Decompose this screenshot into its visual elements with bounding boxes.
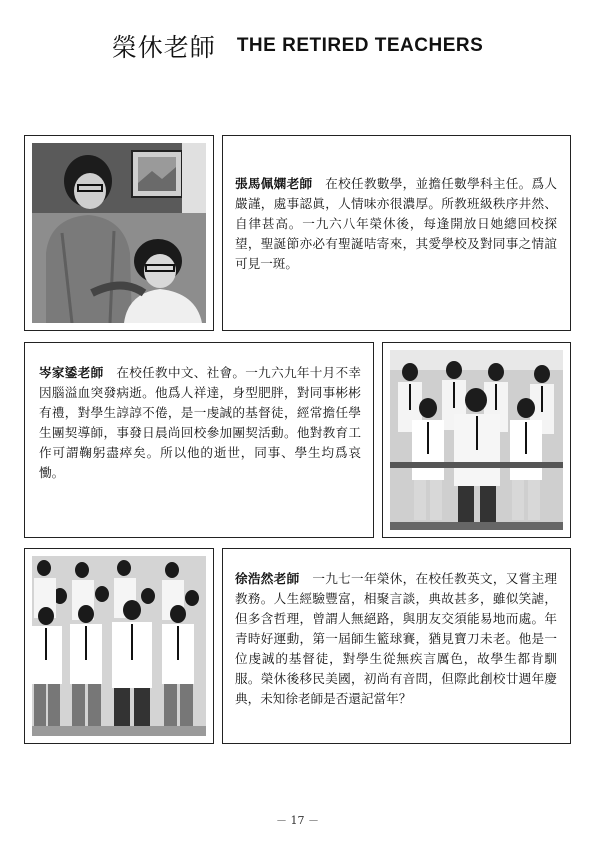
photo-frame-2 [382,342,571,538]
text-frame-2 [24,342,374,538]
teacher-name-1: 張馬佩嫻老師 [235,176,313,191]
text-frame-1 [222,135,571,331]
teacher-photo-1 [32,143,206,323]
teacher-name-2: 岑家鋈老師 [39,365,104,380]
page-title [0,28,595,64]
teacher-bio-text-3: 一九七一年榮休，在校任教英文，又嘗主理教務。人生經驗豐富，相聚言談，典故甚多，雖似笑謔，但多含哲理，曾謂人無絕路，與朋友交須能易地而處。年青時好運動，第一屆師生籃球賽，猶見寶刀未老。他是一位虔誠的基督徒，對學生從無疾言厲色，故學生都肯馴服。榮休後移民美國，初尚有音問，但際此創校廿週年慶典，未知徐老師是否還記當年？ [235,571,558,706]
photo-frame-1 [24,135,214,331]
group-photo-2 [32,556,206,736]
photo-frame-3 [24,548,214,744]
text-frame-3 [222,548,571,744]
teacher-bio-text-1: 在校任教數學，並擔任數學科主任。爲人嚴謹，處事認眞，人情味亦很濃厚。所教班級秩序井然、自律甚高。一九六八年榮休後，每逢開放日她總回校探望，聖誕節亦必有聖誕咭寄來，其愛學校及對同事之情誼可見一斑。 [235,176,558,271]
teacher-bio-2 [39,363,361,483]
teacher-bio-3 [235,569,557,709]
title-english: THE RETIRED TEACHERS [236,35,484,56]
teacher-name-3: 徐浩然老師 [235,571,300,586]
teacher-bio-1 [235,174,557,274]
group-photo-1 [390,350,563,530]
page-number: － 17 － [276,814,319,827]
title-chinese: 榮休老師 [111,33,216,62]
teacher-bio-text-2: 在校任教中文、社會。一九六九年十月不幸因腦溢血突發病逝。他爲人祥達，身型肥胖，對同事彬彬有禮，對學生諄諄不倦，是一虔誠的基督徒，經常擔任學生團契導師，事發日晨尚回校參加團契活動。他對教育工作可謂鞠躬盡瘁矣。所以他的逝世，同事、學生均爲哀慟。 [39,365,362,480]
